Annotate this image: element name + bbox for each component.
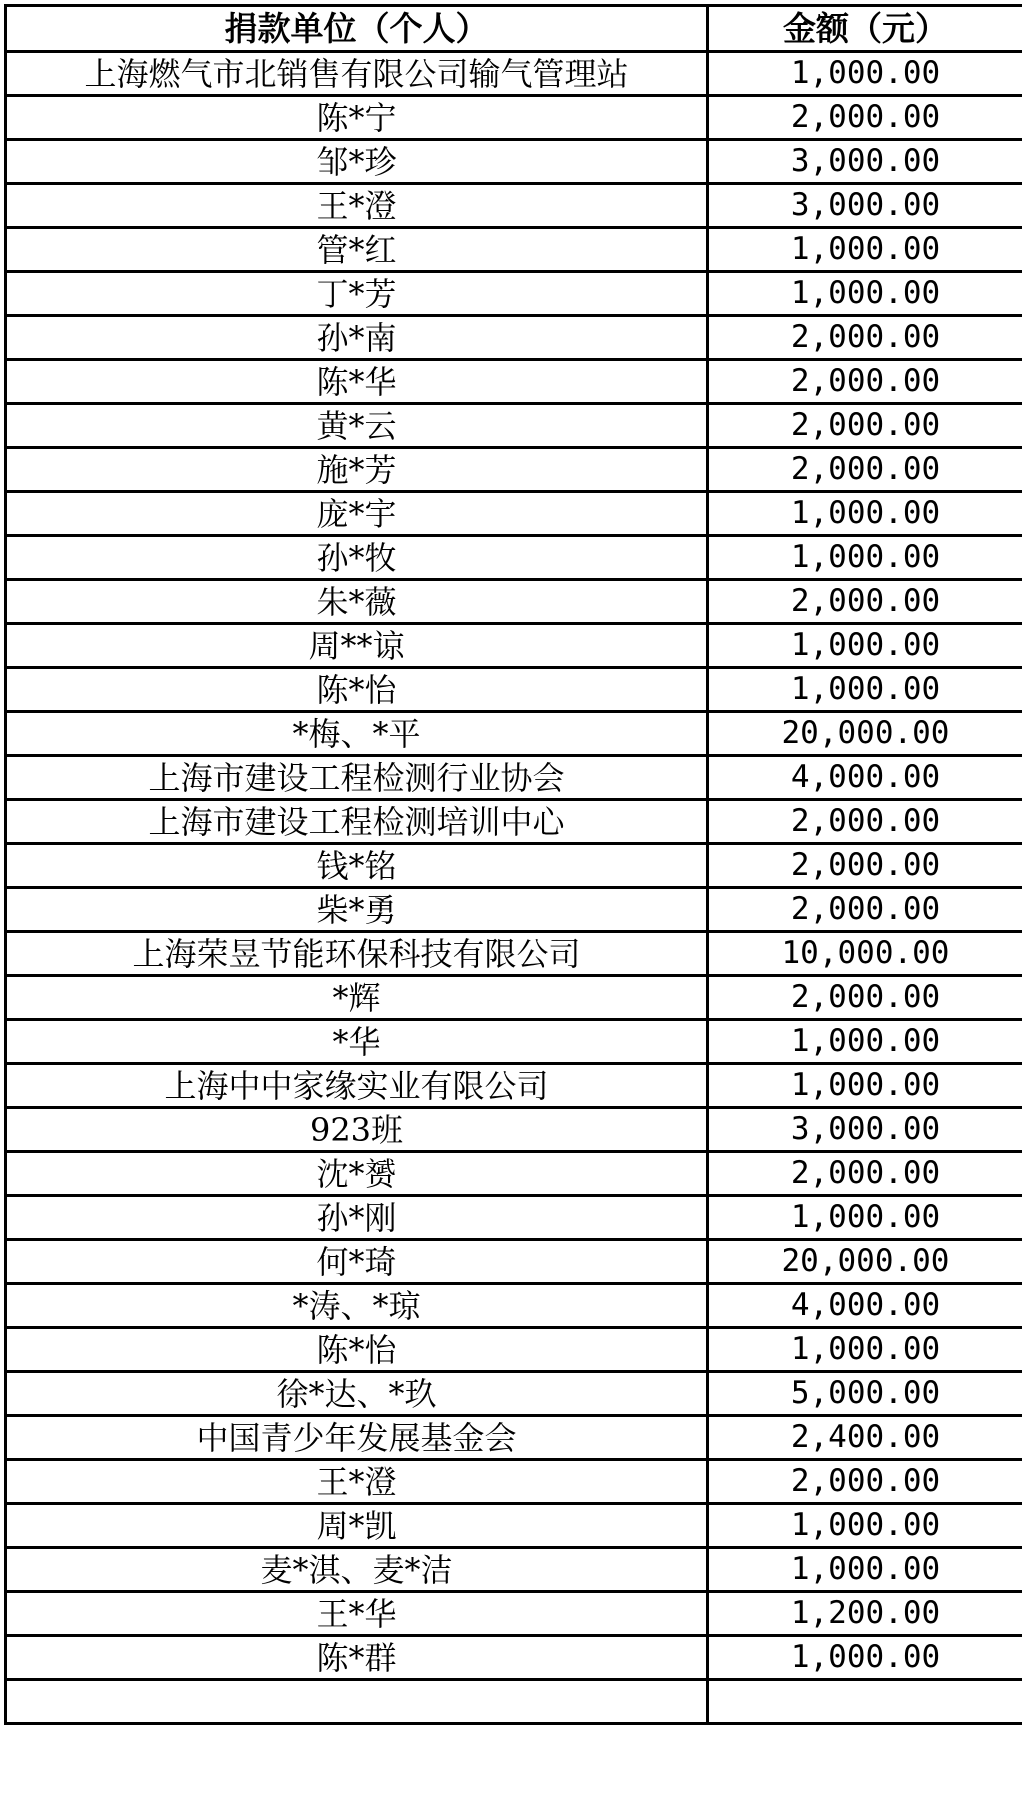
donor-cell: 徐*达、*玖	[6, 1372, 708, 1416]
donor-cell: 孙*南	[6, 316, 708, 360]
amount-cell: 2,000.00	[708, 316, 1022, 360]
table-row	[6, 404, 1022, 448]
donor-cell: 陈*群	[6, 1636, 708, 1680]
donor-cell: 王*澄	[6, 184, 708, 228]
table-row	[6, 1108, 1022, 1152]
amount-column-header: 金额（元）	[708, 6, 1022, 52]
table-row	[6, 184, 1022, 228]
donor-cell: 朱*薇	[6, 580, 708, 624]
table-row	[6, 1548, 1022, 1592]
amount-cell: 2,000.00	[708, 580, 1022, 624]
header-row	[6, 6, 1022, 52]
amount-cell: 1,000.00	[708, 1020, 1022, 1064]
donor-cell: 庞*宇	[6, 492, 708, 536]
donor-column-header: 捐款单位（个人）	[6, 6, 708, 52]
table-row	[6, 1020, 1022, 1064]
amount-cell: 1,000.00	[708, 668, 1022, 712]
donor-cell: 王*澄	[6, 1460, 708, 1504]
amount-cell: 1,000.00	[708, 1328, 1022, 1372]
table-row	[6, 1372, 1022, 1416]
table-row	[6, 360, 1022, 404]
donor-cell: 王*华	[6, 1592, 708, 1636]
amount-cell: 3,000.00	[708, 184, 1022, 228]
donor-cell: 上海市建设工程检测行业协会	[6, 756, 708, 800]
amount-cell: 2,400.00	[708, 1416, 1022, 1460]
table-row	[6, 888, 1022, 932]
table-row	[6, 1504, 1022, 1548]
table-row	[6, 1328, 1022, 1372]
donor-cell: 邹*珍	[6, 140, 708, 184]
donor-cell: 上海市建设工程检测培训中心	[6, 800, 708, 844]
donor-cell: 沈*赟	[6, 1152, 708, 1196]
donor-cell: 丁*芳	[6, 272, 708, 316]
amount-cell: 10,000.00	[708, 932, 1022, 976]
table-row	[6, 932, 1022, 976]
donor-cell: *华	[6, 1020, 708, 1064]
table-row	[6, 52, 1022, 96]
donation-table	[4, 4, 1022, 1725]
amount-cell: 1,000.00	[708, 1196, 1022, 1240]
table-row	[6, 1284, 1022, 1328]
amount-cell	[708, 1680, 1022, 1724]
donor-cell: 周**谅	[6, 624, 708, 668]
amount-cell: 1,000.00	[708, 1636, 1022, 1680]
table-row	[6, 712, 1022, 756]
table-row	[6, 624, 1022, 668]
table-body	[6, 52, 1022, 1724]
donor-cell: *辉	[6, 976, 708, 1020]
amount-cell: 2,000.00	[708, 1152, 1022, 1196]
table-row	[6, 448, 1022, 492]
donor-cell: 陈*华	[6, 360, 708, 404]
table-row	[6, 1592, 1022, 1636]
table-row	[6, 1636, 1022, 1680]
amount-cell: 5,000.00	[708, 1372, 1022, 1416]
table-row	[6, 844, 1022, 888]
donor-cell: 上海荣昱节能环保科技有限公司	[6, 932, 708, 976]
table-row	[6, 316, 1022, 360]
donor-cell: 陈*怡	[6, 668, 708, 712]
table-row	[6, 668, 1022, 712]
table-row	[6, 976, 1022, 1020]
table-row	[6, 140, 1022, 184]
amount-cell: 3,000.00	[708, 140, 1022, 184]
donor-cell: 上海中中家缘实业有限公司	[6, 1064, 708, 1108]
amount-cell: 2,000.00	[708, 360, 1022, 404]
donor-cell: 周*凯	[6, 1504, 708, 1548]
donor-cell	[6, 1680, 708, 1724]
amount-cell: 1,200.00	[708, 1592, 1022, 1636]
amount-cell: 4,000.00	[708, 1284, 1022, 1328]
donor-cell: 施*芳	[6, 448, 708, 492]
amount-cell: 20,000.00	[708, 1240, 1022, 1284]
donor-cell: 陈*宁	[6, 96, 708, 140]
donor-cell: *梅、*平	[6, 712, 708, 756]
amount-cell: 1,000.00	[708, 52, 1022, 96]
table-row	[6, 228, 1022, 272]
donor-cell: 陈*怡	[6, 1328, 708, 1372]
amount-cell: 1,000.00	[708, 624, 1022, 668]
donor-cell: *涛、*琼	[6, 1284, 708, 1328]
amount-cell: 1,000.00	[708, 1504, 1022, 1548]
amount-cell: 2,000.00	[708, 800, 1022, 844]
table-row	[6, 1680, 1022, 1724]
table-row	[6, 1416, 1022, 1460]
table-row	[6, 96, 1022, 140]
donor-cell: 黄*云	[6, 404, 708, 448]
table-row	[6, 492, 1022, 536]
amount-cell: 1,000.00	[708, 228, 1022, 272]
donor-cell: 孙*牧	[6, 536, 708, 580]
donor-cell: 麦*淇、麦*洁	[6, 1548, 708, 1592]
amount-cell: 1,000.00	[708, 272, 1022, 316]
table-row	[6, 1240, 1022, 1284]
amount-cell: 2,000.00	[708, 96, 1022, 140]
amount-cell: 1,000.00	[708, 1064, 1022, 1108]
amount-cell: 4,000.00	[708, 756, 1022, 800]
amount-cell: 2,000.00	[708, 404, 1022, 448]
amount-cell: 1,000.00	[708, 1548, 1022, 1592]
table-row	[6, 1196, 1022, 1240]
donor-cell: 钱*铭	[6, 844, 708, 888]
table-row	[6, 536, 1022, 580]
donor-cell: 柴*勇	[6, 888, 708, 932]
table-row	[6, 800, 1022, 844]
donor-cell: 923班	[6, 1108, 708, 1152]
amount-cell: 2,000.00	[708, 844, 1022, 888]
table-row	[6, 1152, 1022, 1196]
table-row	[6, 1460, 1022, 1504]
amount-cell: 2,000.00	[708, 888, 1022, 932]
donor-cell: 上海燃气市北销售有限公司输气管理站	[6, 52, 708, 96]
amount-cell: 20,000.00	[708, 712, 1022, 756]
donor-cell: 管*红	[6, 228, 708, 272]
amount-cell: 2,000.00	[708, 1460, 1022, 1504]
amount-cell: 1,000.00	[708, 536, 1022, 580]
donor-cell: 何*琦	[6, 1240, 708, 1284]
table-row	[6, 580, 1022, 624]
amount-cell: 3,000.00	[708, 1108, 1022, 1152]
amount-cell: 2,000.00	[708, 976, 1022, 1020]
amount-cell: 2,000.00	[708, 448, 1022, 492]
table-row	[6, 1064, 1022, 1108]
donor-cell: 孙*刚	[6, 1196, 708, 1240]
table-row	[6, 272, 1022, 316]
table-row	[6, 756, 1022, 800]
donor-cell: 中国青少年发展基金会	[6, 1416, 708, 1460]
amount-cell: 1,000.00	[708, 492, 1022, 536]
